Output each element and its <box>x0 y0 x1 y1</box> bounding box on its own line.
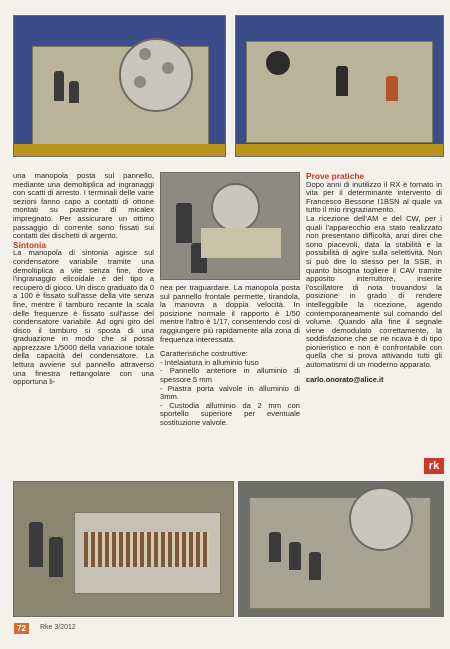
rotor <box>266 51 290 75</box>
list-item: - Custodia alluminio da 2 mm con sportello superiore per eventuale sostituzione valvole. <box>160 400 300 427</box>
tube <box>49 537 63 577</box>
dial-hole <box>162 62 174 74</box>
paragraph: La ricezione dell'AM e del CW, per i quali l'apparecchio era stato realizzato non presentano difficoltà, anzi direi che sono piacevoli, data la stabilità e la possibilità di agire sulla selettività. Non si può dire lo stesso per la SSB, in quanto bisogna togliere il CAV tramite apposito interruttore, inserire l'oscillatore di nota trovandosi la posizione in grado di rendere intelleggibile la ricezione, agendo contemporaneamente sul comando del volume. Quando alla fine il segnale viene demodulato correttamente, la soddisfazione che se ne ricava è di tipo pionieristico e non è confrontabile con quella che si prova attivando tutti gli automatismi di un moderno apparato. <box>306 213 442 370</box>
section-heading-sintonia: Sintonia <box>13 239 47 250</box>
author-email[interactable]: carlo.onorato@alice.it <box>306 374 384 384</box>
list-item: - Pannello anteriore in alluminio di spessore 5 mm <box>160 366 300 384</box>
paragraph: una manopola posta sul pannello, mediante una demoltiplica ad ingranaggi con scatti di arresto. I terminali delle varie sezioni fanno capo a contatti di ottone montati su piastrine di micalex impregnato. Per assicurare un ottimo passaggio di corrente sono fissati sui contatti dei dischetti di argento. <box>13 171 154 241</box>
left-column <box>13 172 154 387</box>
capacitor-plates <box>84 532 209 567</box>
photo-chassis-interior <box>238 481 444 617</box>
tube <box>54 71 64 101</box>
tube <box>309 552 321 580</box>
paragraph: La manopola di sintonia agisce sul condensatore variabile tramite una demoltiplica a vite senza fine, dove l'ingranaggio elicoidale è del tipo a recupero di gioco. Un disco graduato da 0 a 100 è fissato sull'asse della vite senza fine, mentre il tamburo recante la scala delle frequenze è fissato sull'asse del condensatore variabile. Ad ogni giro del disco il tamburo si sposta di una graduazione in modo che si possa apprezzare 1/5000 della variazione totale della capacità del condensatore. La lettura avviene sul pannello attraverso una finestra rettangolare con una opportuna li- <box>13 248 154 387</box>
photo-variable-capacitor <box>160 172 300 280</box>
paragraph: Dopo anni di inutilizzo il RX è tornato in vita per il determinante intervento di Francesco Bessone I1BSN al quale va tutto il mio ringraziamento. <box>306 179 442 215</box>
board <box>201 228 281 258</box>
photo-receiver-rear-right <box>235 15 444 157</box>
tube <box>29 522 43 567</box>
footer <box>0 617 450 649</box>
drum-dial <box>119 38 193 112</box>
paragraph: nea per traguardare. La manopola posta sul pannello frontale permette, tirandola, la manovra a doppia velocità. In posizione normale il rapporto è 1/50 mentre l'altro è 1/17, consentendo così di raggiungere più rapidamente alla zona di frequenza interessata. <box>160 283 300 344</box>
tube <box>386 76 398 101</box>
wheel <box>349 487 413 551</box>
photo-receiver-rear-left <box>13 15 226 157</box>
issue-label: Rke 3/2012 <box>40 624 76 631</box>
list-item: - Intelaiatura in alluminio fuso <box>160 357 259 367</box>
table-surface <box>14 144 225 156</box>
list-item: - Piastra porta valvole in alluminio di 3mm. <box>160 383 300 402</box>
table-surface <box>236 144 443 156</box>
photo-capacitor-bank <box>13 481 234 617</box>
tube <box>289 542 301 570</box>
tube <box>176 203 192 243</box>
tube <box>336 66 348 96</box>
tube <box>269 532 281 562</box>
page-number: 72 <box>14 623 29 634</box>
dial-hole <box>139 48 151 60</box>
features-list <box>160 359 300 428</box>
dial-hole <box>134 76 146 88</box>
right-column <box>306 172 442 384</box>
magazine-logo: rk <box>424 458 444 474</box>
list-title: Caratteristiche costruttive: <box>160 349 248 359</box>
section-heading-prove: Prove pratiche <box>306 171 365 181</box>
middle-column <box>160 284 300 428</box>
capacitor-rotor <box>211 183 260 232</box>
tube <box>69 81 79 103</box>
